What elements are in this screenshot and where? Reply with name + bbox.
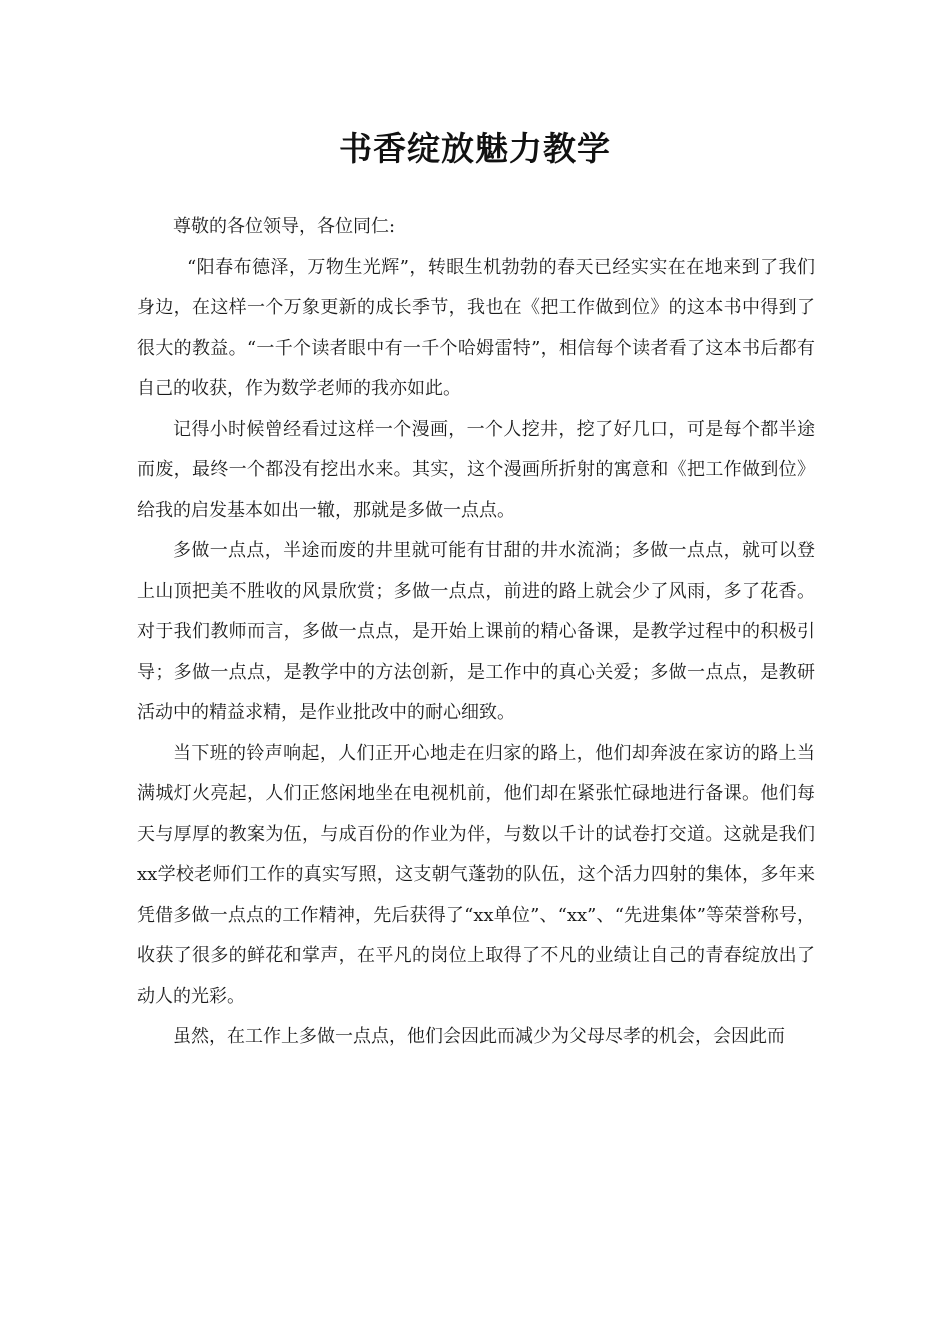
paragraph-3: 多做一点点，半途而废的井里就可能有甘甜的井水流淌；多做一点点，就可以登上山顶把美不胜收的风景欣赏；多做一点点，前进的路上就会少了风雨，多了花香。对于我们教师而言，多做一点点，是开始上课前的精心备课，是教学过程中的积极引导；多做一点点，是教学中的方法创新，是工作中的真心关爱；多做一点点，是教研活动中的精益求精，是作业批改中的耐心细致。	[137, 540, 815, 723]
document-title: 书香绽放魅力教学	[339, 129, 611, 168]
paragraph-4: 当下班的铃声响起，人们正开心地走在归家的路上，他们却奔波在家访的路上当满城灯火亮起，人们正悠闲地坐在电视机前，他们却在紧张忙碌地进行备课。他们每天与厚厚的教案为伍，与成百份的作业为伴，与数以千计的试卷打交道。这就是我们xx学校老师们工作的真实写照，这支朝气蓬勃的队伍，这个活力四射的集体，多年来凭借多做一点点的工作精神，先后获得了“xx单位”、“xx”、“先进集体”等荣誉称号，收获了很多的鲜花和掌声，在平凡的岗位上取得了不凡的业绩让自己的青春绽放出了动人的光彩。	[137, 742, 815, 1007]
paragraph-1: “阳春布德泽，万物生光辉”，转眼生机勃勃的春天已经实实在在地来到了我们身边，在这样一个万象更新的成长季节，我也在《把工作做到位》的这本书中得到了很大的教益。“一千个读者眼中有一千个哈姆雷特”，相信每个读者看了这本书后都有自己的收获，作为数学老师的我亦如此。	[137, 256, 815, 399]
document-body	[137, 207, 815, 1058]
greeting-line: 尊敬的各位领导，各位同仁:	[173, 216, 396, 237]
paragraph-5: 虽然，在工作上多做一点点，他们会因此而减少为父母尽孝的机会，会因此而	[173, 1026, 785, 1047]
paragraph-2: 记得小时候曾经看过这样一个漫画，一个人挖井，挖了好几口，可是每个都半途而废，最终一个都没有挖出水来。其实，这个漫画所折射的寓意和《把工作做到位》给我的启发基本如出一辙，那就是多做一点点。	[137, 418, 815, 521]
